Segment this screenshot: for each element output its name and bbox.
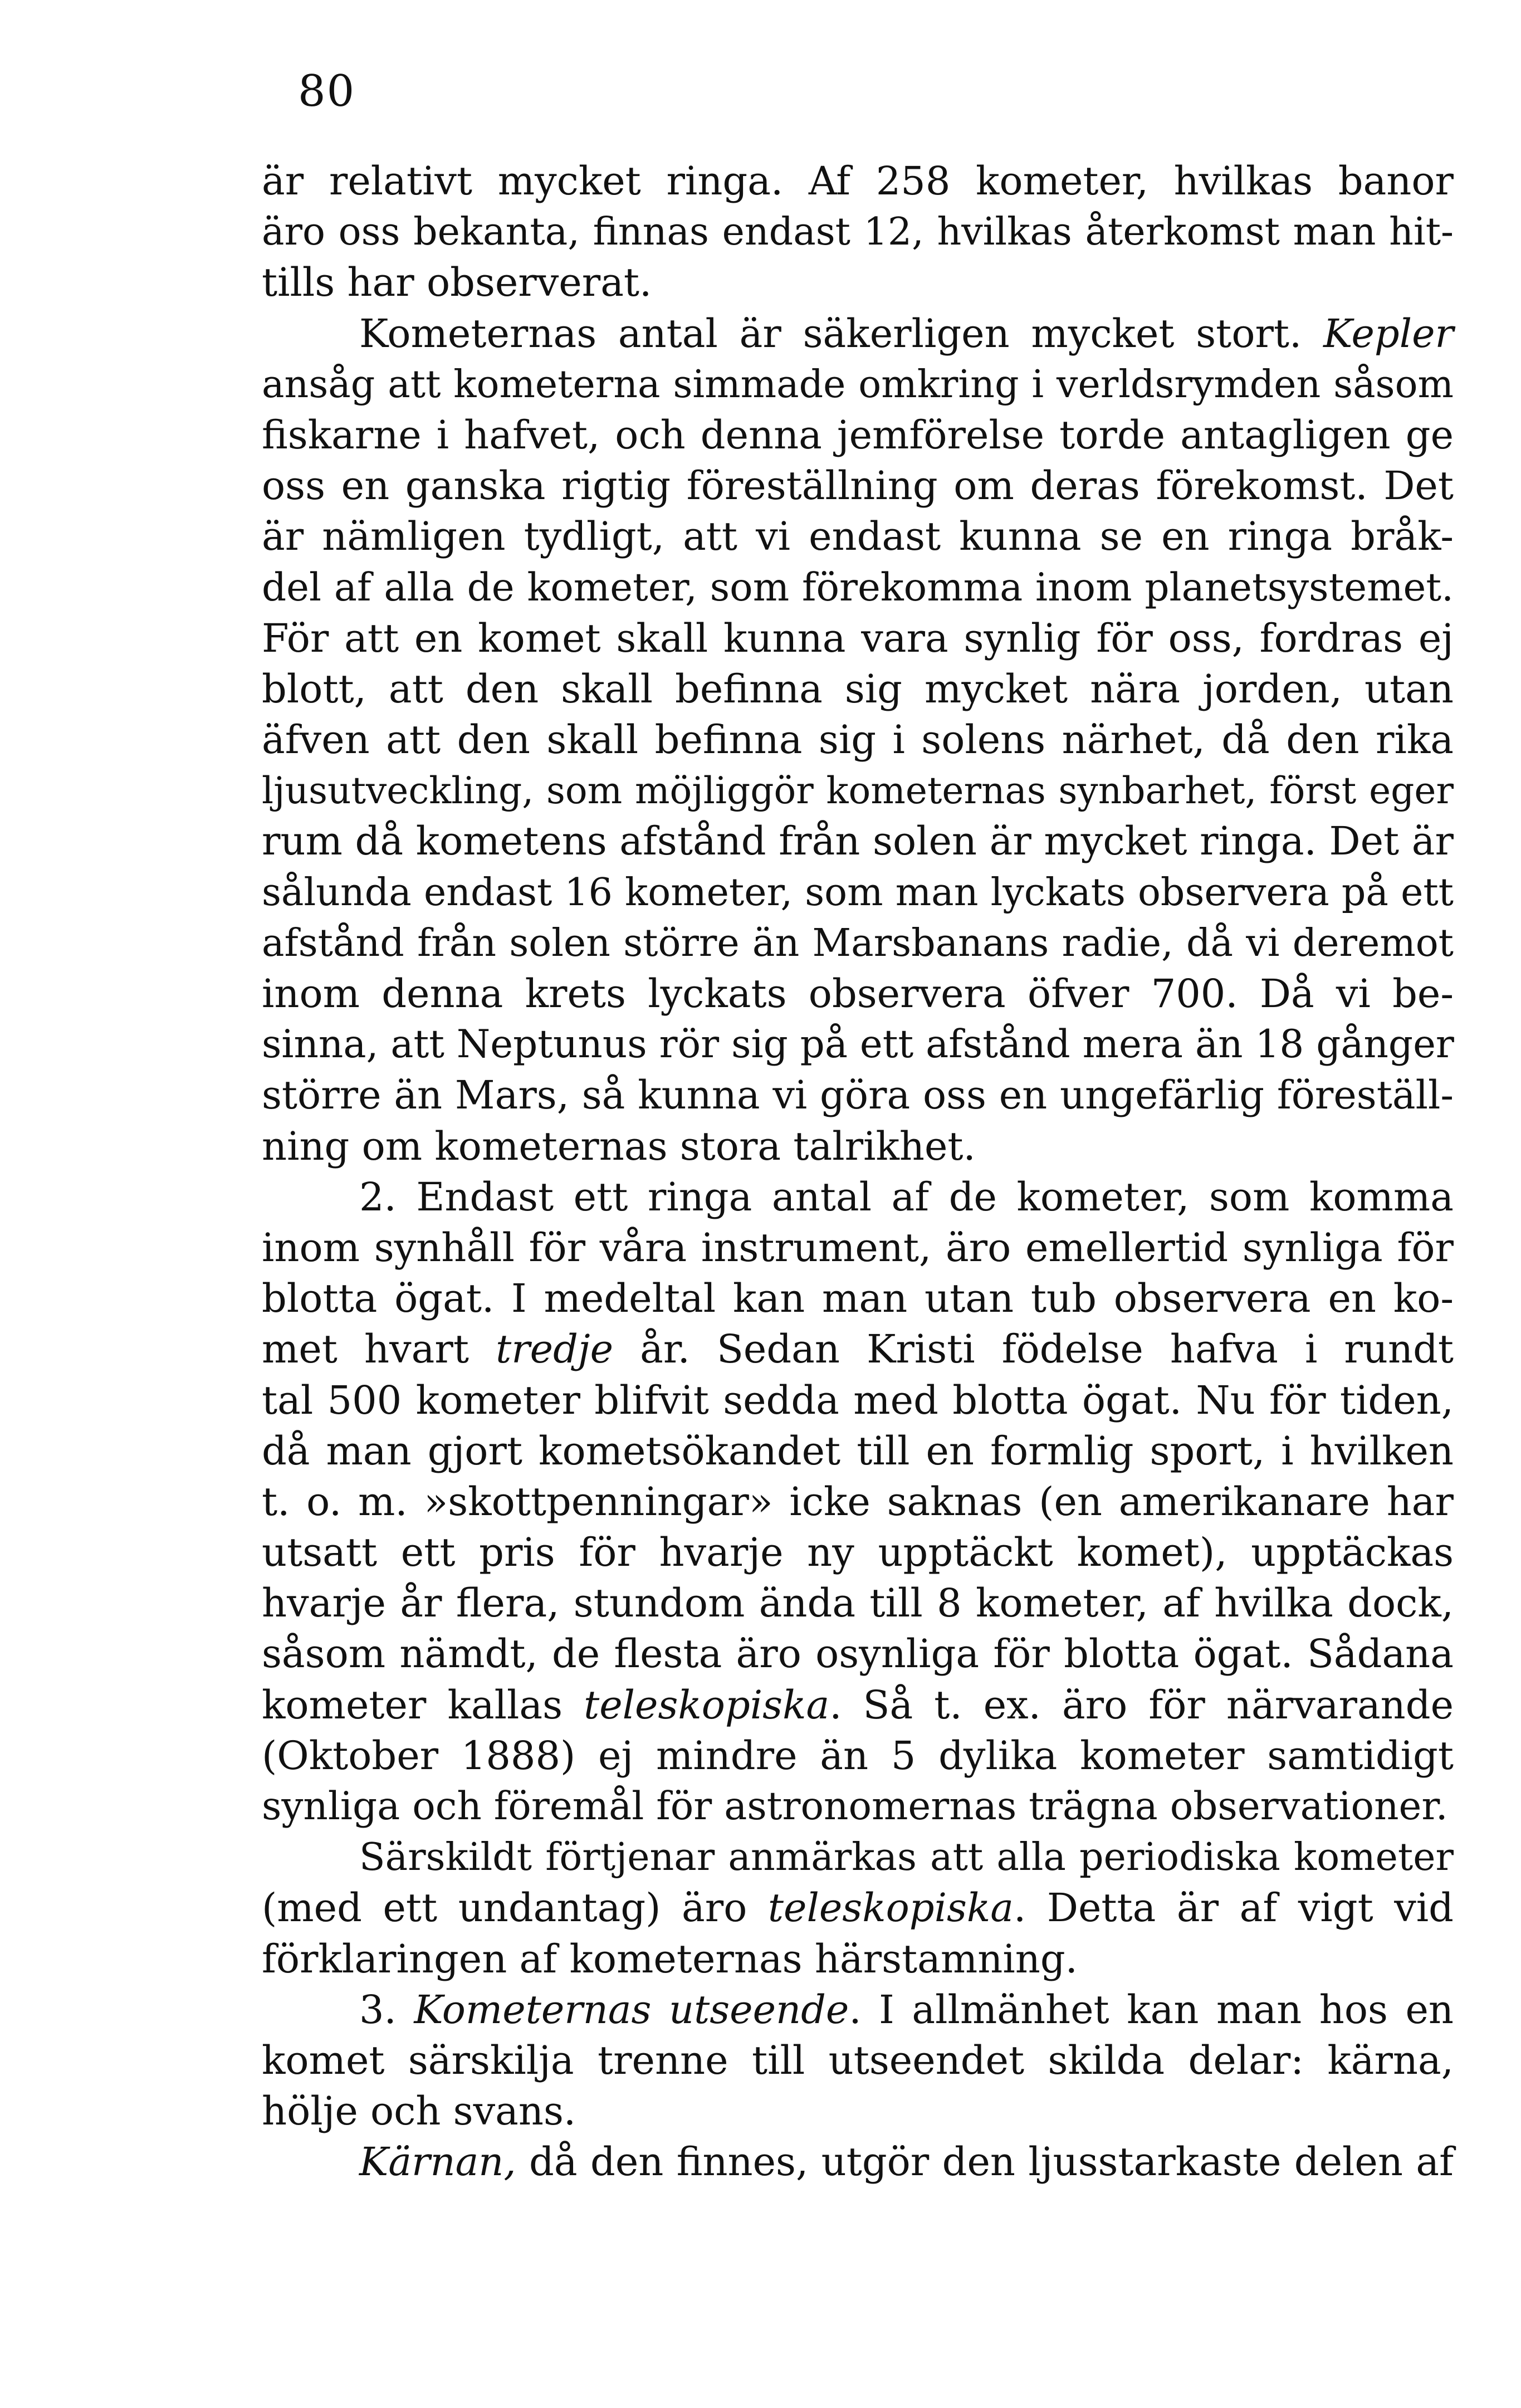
text-line: t. o. m. »skottpenningar» icke saknas (en amerikanare har: [262, 1478, 1454, 1525]
text-line: tal 500 kometer blifvit sedda med blotta ögat. Nu för tiden,: [262, 1377, 1454, 1423]
text-line: äro oss bekanta, finnas endast 12, hvilkas återkomst man hit-: [262, 210, 1454, 255]
text-line: fiskarne i hafvet, och denna jemförelse torde antagligen ge: [262, 412, 1454, 458]
text-line: är relativt mycket ringa. Af 258 kometer, hvilkas banor: [262, 158, 1454, 204]
text-line: såsom nämdt, de flesta äro osynliga för blotta ögat. Sådana: [262, 1631, 1454, 1677]
text-line: (Oktober 1888) ej mindre än 5 dylika kometer samtidigt: [262, 1732, 1454, 1779]
text-line: blott, att den skall befinna sig mycket nära jorden, utan: [262, 666, 1454, 712]
text-line: Kometernas antal är säkerligen mycket stort. Kepler: [359, 310, 1454, 356]
text-line: sålunda endast 16 kometer, som man lyckats observera på ett: [262, 870, 1454, 915]
body-text: [262, 156, 1454, 2188]
text-line: sinna, att Neptunus rör sig på ett afstånd mera än 18 gånger: [262, 1022, 1454, 1067]
page-number: 80: [298, 66, 356, 116]
text-line: ansåg att kometerna simmade omkring i verldsrymden såsom: [262, 362, 1454, 407]
text-line: hvarje år flera, stundom ända till 8 kometer, af hvilka dock,: [262, 1580, 1454, 1627]
text-line: del af alla de kometer, som förekomma inom planetsystemet.: [262, 565, 1454, 610]
text-line: inom denna krets lyckats observera öfver 700. Då vi be-: [262, 971, 1454, 1017]
text-line: synliga och föremål för astronomernas trägna observationer.: [262, 1784, 1448, 1829]
text-line: hölje och svans.: [262, 2088, 576, 2135]
text-line: då man gjort kometsökandet till en formlig sport, i hvilken: [262, 1428, 1454, 1474]
text-line: förklaringen af kometernas härstamning.: [262, 1936, 1078, 1982]
text-line: komet särskilja trenne till utseendet skilda delar: kärna,: [262, 2037, 1454, 2083]
text-line: större än Mars, så kunna vi göra oss en ungefärlig föreställ-: [262, 1072, 1454, 1118]
text-line: är nämligen tydligt, att vi endast kunna se en ringa bråk-: [262, 514, 1454, 560]
text-line: Kärnan, då den finnes, utgör den ljusstarkaste delen af: [359, 2139, 1454, 2185]
text-line: blotta ögat. I medeltal kan man utan tub observera en ko-: [262, 1276, 1454, 1322]
text-line: oss en ganska rigtig föreställning om deras förekomst. Det: [262, 463, 1454, 509]
text-line: ljusutveckling, som möjliggör kometernas synbarhet, först eger: [262, 769, 1454, 813]
text-line: kometer kallas teleskopiska. Så t. ex. äro för närvarande: [262, 1682, 1454, 1728]
text-line: met hvart tredje år. Sedan Kristi födelse hafva i rundt: [262, 1326, 1454, 1372]
text-line: äfven att den skall befinna sig i solens närhet, då den rika: [262, 717, 1454, 763]
text-line: rum då kometens afstånd från solen är mycket ringa. Det är: [262, 818, 1454, 864]
text-line: 2. Endast ett ringa antal af de kometer, som komma: [359, 1174, 1454, 1220]
text-line: utsatt ett pris för hvarje ny upptäckt komet), upptäckas: [262, 1530, 1454, 1576]
text-line: inom synhåll för våra instrument, äro emellertid synliga för: [262, 1224, 1454, 1271]
text-line: (med ett undantag) äro teleskopiska. Detta är af vigt vid: [262, 1885, 1454, 1931]
text-line: tills har observerat.: [262, 260, 652, 306]
text-line: 3. Kometernas utseende. I allmänhet kan man hos en: [359, 1986, 1454, 2033]
text-line: Särskildt förtjenar anmärkas att alla periodiska kometer: [359, 1835, 1454, 1880]
text-line: För att en komet skall kunna vara synlig för oss, fordras ej: [262, 615, 1454, 661]
text-line: afstånd från solen större än Marsbanans radie, då vi deremot: [262, 921, 1454, 965]
text-line: ning om kometernas stora talrikhet.: [262, 1123, 976, 1169]
